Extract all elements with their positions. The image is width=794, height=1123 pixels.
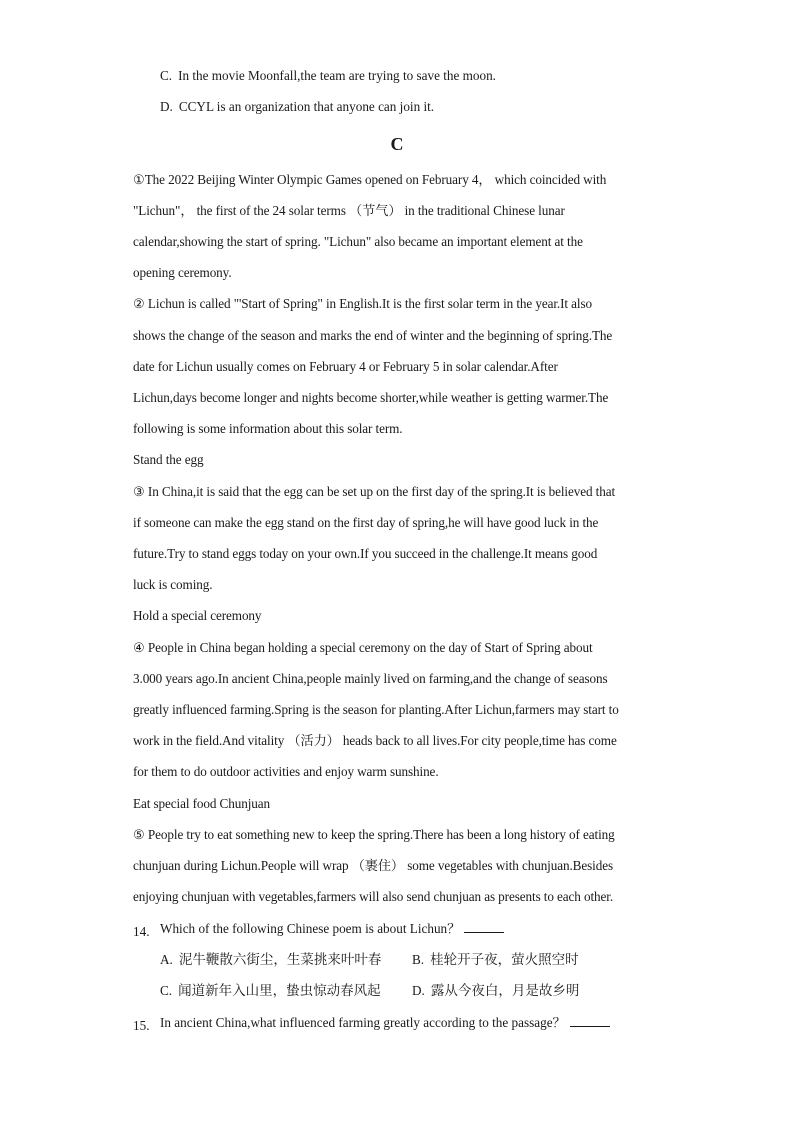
question-text: In ancient China,what influenced farming greatly according to the passage？	[160, 1015, 566, 1030]
option-text: 桂轮开子夜，萤火照空时	[430, 952, 579, 968]
answer-blank[interactable]	[464, 920, 504, 933]
prev-option-c	[160, 68, 496, 84]
passage-line: work in the field.And vitality （活力） heads back to all lives.For city people,time has come	[133, 733, 617, 748]
passage-line: opening ceremony.	[133, 265, 232, 280]
passage-line: 3.000 years ago.In ancient China,people mainly lived on farming,and the change of seasons	[133, 671, 608, 686]
option-letter: D.	[412, 983, 425, 998]
answer-blank[interactable]	[570, 1014, 610, 1027]
passage-line: ①The 2022 Beijing Winter Olympic Games opened on February 4， which coincided with	[133, 172, 607, 187]
option-text: In the movie Moonfall,the team are trying to save the moon.	[178, 68, 496, 83]
option-text: 闻道新年入山里，蛰虫惊动春风起	[178, 983, 381, 999]
question-15	[160, 1014, 610, 1031]
passage-line: greatly influenced farming.Spring is the season for planting.After Lichun,farmers may start to	[133, 702, 619, 717]
question-number: 15.	[133, 1018, 150, 1033]
subheading-hold-ceremony: Hold a special ceremony	[133, 608, 262, 623]
option-letter: C.	[160, 68, 173, 83]
question-14	[160, 920, 504, 937]
q14-option-b	[412, 952, 579, 968]
option-letter: A.	[160, 952, 173, 967]
subheading-eat-chunjuan: Eat special food Chunjuan	[133, 796, 271, 811]
passage-line: future.Try to stand eggs today on your own.If you succeed in the challenge.It means good	[133, 546, 598, 561]
passage-line: date for Lichun usually comes on February 4 or February 5 in solar calendar.After	[133, 359, 558, 374]
question-number: 14.	[133, 924, 150, 939]
option-letter: C.	[160, 983, 173, 998]
passage-line: luck is coming.	[133, 577, 213, 592]
prev-option-d	[160, 99, 434, 115]
q14-option-d	[412, 983, 579, 999]
passage-line: for them to do outdoor activities and enjoy warm sunshine.	[133, 764, 439, 779]
question-text: Which of the following Chinese poem is about Lichun？	[160, 921, 461, 936]
option-text: CCYL is an organization that anyone can join it.	[178, 99, 435, 114]
subheading-stand-the-egg: Stand the egg	[133, 452, 204, 467]
passage-line: "Lichun"， the first of the 24 solar terms （节气） in the traditional Chinese lunar	[133, 203, 565, 218]
section-heading: C	[390, 134, 404, 154]
option-text: 露从今夜白，月是故乡明	[430, 983, 580, 999]
passage-line: if someone can make the egg stand on the first day of spring,he will have good luck in the	[133, 515, 599, 530]
q14-option-a	[160, 952, 381, 968]
q14-option-c	[160, 983, 381, 999]
option-letter: D.	[160, 99, 173, 114]
passage-line: ② Lichun is called "'Start of Spring" in English.It is the first solar term in the year.It also	[133, 296, 592, 311]
passage-line: ④ People in China began holding a special ceremony on the day of Start of Spring about	[133, 640, 593, 655]
passage-line: Lichun,days become longer and nights become shorter,while weather is getting warmer.The	[133, 390, 609, 405]
passage-line: calendar,showing the start of spring. "Lichun" also became an important element at the	[133, 234, 583, 249]
passage-line: chunjuan during Lichun.People will wrap （裹住） some vegetables with chunjuan.Besides	[133, 858, 614, 873]
passage-line: following is some information about this solar term.	[133, 421, 403, 436]
passage-line: ⑤ People try to eat something new to keep the spring.There has been a long history of eating	[133, 827, 615, 842]
passage-line: shows the change of the season and marks the end of winter and the beginning of spring.The	[133, 328, 613, 343]
passage-line: enjoying chunjuan with vegetables,farmers will also send chunjuan as presents to each other.	[133, 889, 614, 904]
option-letter: B.	[412, 952, 425, 967]
option-text: 泥牛鞭散六街尘，生菜挑来叶叶春	[178, 952, 382, 968]
passage-line: ③ In China,it is said that the egg can be set up on the first day of the spring.It is believed that	[133, 484, 616, 499]
